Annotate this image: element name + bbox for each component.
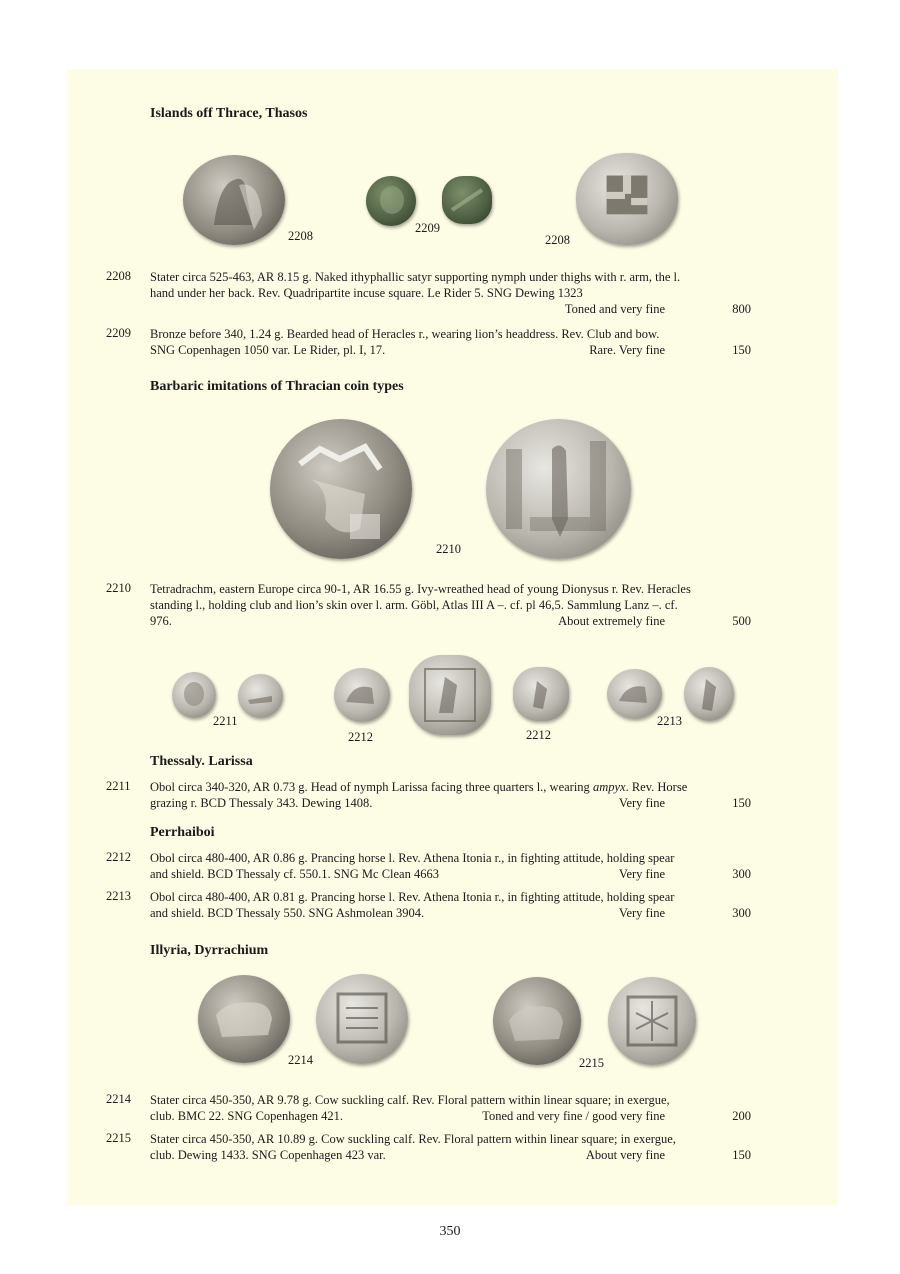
caption-2208-reverse: 2208 bbox=[545, 233, 570, 247]
lot-2208-grade: Toned and very fine bbox=[564, 302, 665, 316]
lot-number-2215: 2215 bbox=[106, 1131, 131, 1145]
caption-2212-reverse: 2212 bbox=[526, 728, 551, 742]
lot-2208-line-2: hand under her back. Rev. Quadripartite incuse square. Le Rider 5. SNG Dewing 1323 bbox=[150, 286, 583, 300]
coin-2215-reverse-image bbox=[608, 977, 696, 1065]
lot-2209-line-2 bbox=[150, 342, 751, 358]
lot-number-2208: 2208 bbox=[106, 269, 131, 283]
coin-2211-reverse-image bbox=[238, 674, 283, 718]
lot-2211-line-1-b: . Rev. Horse bbox=[625, 780, 688, 794]
lot-description-2209 bbox=[150, 326, 751, 358]
lot-2215-line-2 bbox=[150, 1147, 751, 1163]
lot-2210-line-2: standing l., holding club and lion’s skin over l. arm. Göbl, Atlas III A –. cf. pl 46,5. Sammlung Lanz –. cf. bbox=[150, 598, 678, 612]
caption-2215: 2215 bbox=[579, 1056, 604, 1070]
coin-2208-obverse-image bbox=[183, 155, 285, 245]
lot-2214-price: 200 bbox=[732, 1109, 751, 1123]
lot-2208-price: 800 bbox=[732, 302, 751, 316]
caption-2210: 2210 bbox=[436, 542, 461, 556]
lot-2209-grade: Rare. Very fine bbox=[589, 343, 665, 357]
coin-2214-reverse-image bbox=[316, 974, 408, 1064]
lot-number-2211: 2211 bbox=[106, 779, 131, 793]
section-heading-perrhaiboi: Perrhaiboi bbox=[150, 825, 215, 840]
caption-2213: 2213 bbox=[657, 714, 682, 728]
lot-2210-price: 500 bbox=[732, 614, 751, 628]
lot-2212-grade: Very fine bbox=[618, 867, 665, 881]
lot-2210-line-1: Tetradrachm, eastern Europe circa 90-1, AR 16.55 g. Ivy-wreathed head of young Dionysus r. Rev. Heracles bbox=[150, 582, 691, 596]
section-heading-dyrrachium: Illyria, Dyrrachium bbox=[150, 943, 269, 958]
lot-description-2214 bbox=[150, 1092, 751, 1124]
lot-2211-line-1-italic: ampyx bbox=[592, 780, 626, 794]
lot-2211-grade: Very fine bbox=[618, 796, 665, 810]
caption-2214: 2214 bbox=[288, 1053, 313, 1067]
coin-2212-obverse-image bbox=[334, 668, 390, 722]
lot-2212-price: 300 bbox=[732, 867, 751, 881]
coin-2212-reverse-image bbox=[409, 655, 491, 735]
coin-2209-reverse-image bbox=[442, 176, 492, 224]
caption-2211: 2211 bbox=[213, 714, 238, 728]
lot-number-2214: 2214 bbox=[106, 1092, 131, 1106]
lot-2213-line-1: Obol circa 480-400, AR 0.81 g. Prancing horse l. Rev. Athena Itonia r., in fighting attitude, holding spear bbox=[150, 890, 675, 904]
coin-2215-obverse-image bbox=[493, 977, 581, 1065]
lot-2211-price: 150 bbox=[732, 796, 751, 810]
coin-2210-obverse-image bbox=[270, 419, 412, 559]
coin-2213-obverse-image bbox=[607, 669, 662, 719]
coin-2213-reverse-image bbox=[684, 667, 734, 721]
lot-2210-line-3-text: 976. bbox=[150, 614, 172, 628]
section-heading-barbaric-imitations: Barbaric imitations of Thracian coin types bbox=[150, 379, 404, 394]
lot-number-2209: 2209 bbox=[106, 326, 131, 340]
lot-number-2213: 2213 bbox=[106, 889, 131, 903]
lot-2212-line-2-text: and shield. BCD Thessaly cf. 550.1. SNG Mc Clean 4663 bbox=[150, 867, 439, 881]
lot-2213-grade: Very fine bbox=[618, 906, 665, 920]
lot-2212-line-1: Obol circa 480-400, AR 0.86 g. Prancing horse l. Rev. Athena Itonia r., in fighting attitude, holding spear bbox=[150, 851, 675, 865]
lot-2215-grade: About very fine bbox=[585, 1148, 665, 1162]
lot-2211-line-1 bbox=[150, 779, 751, 795]
lot-2211-line-2-text: grazing r. BCD Thessaly 343. Dewing 1408. bbox=[150, 796, 373, 810]
lot-2214-line-2 bbox=[150, 1108, 751, 1124]
caption-2208-obverse: 2208 bbox=[288, 229, 313, 243]
caption-2212-obverse: 2212 bbox=[348, 730, 373, 744]
lot-number-2210: 2210 bbox=[106, 581, 131, 595]
lot-2208-line-1: Stater circa 525-463, AR 8.15 g. Naked ithyphallic satyr supporting nymph under thighs with r. arm, the l. bbox=[150, 270, 681, 284]
coin-2210-reverse-image bbox=[486, 419, 631, 559]
lot-description-2211 bbox=[150, 779, 751, 811]
lot-2213-line-2 bbox=[150, 905, 751, 921]
lot-2212-line-2 bbox=[150, 866, 751, 882]
lot-description-2212 bbox=[150, 850, 751, 882]
coin-2209-obverse-image bbox=[366, 176, 416, 226]
coin-2211-obverse-image bbox=[172, 672, 216, 718]
lot-2208-estimate-line bbox=[150, 301, 751, 317]
lot-2214-line-2-text: club. BMC 22. SNG Copenhagen 421. bbox=[150, 1109, 344, 1123]
lot-2214-line-1: Stater circa 450-350, AR 9.78 g. Cow suckling calf. Rev. Floral pattern within linear square; in exergue, bbox=[150, 1093, 670, 1107]
lot-description-2210 bbox=[150, 581, 751, 629]
lot-2211-line-2 bbox=[150, 795, 751, 811]
lot-2209-price: 150 bbox=[732, 343, 751, 357]
lot-description-2208 bbox=[150, 269, 751, 317]
lot-2209-line-2-text: SNG Copenhagen 1050 var. Le Rider, pl. I, 17. bbox=[150, 343, 386, 357]
lot-description-2215 bbox=[150, 1131, 751, 1163]
section-heading-thasos: Islands off Thrace, Thasos bbox=[150, 106, 308, 121]
lot-2215-line-1: Stater circa 450-350, AR 10.89 g. Cow suckling calf. Rev. Floral pattern within linear square; in exergue, bbox=[150, 1132, 676, 1146]
coin-2214-obverse-image bbox=[198, 975, 290, 1063]
lot-2215-line-2-text: club. Dewing 1433. SNG Copenhagen 423 var. bbox=[150, 1148, 386, 1162]
page-number: 350 bbox=[439, 1224, 461, 1239]
lot-2211-line-1-a: Obol circa 340-320, AR 0.73 g. Head of nymph Larissa facing three quarters l., wearing bbox=[150, 780, 593, 794]
lot-2210-grade: About extremely fine bbox=[558, 614, 665, 628]
caption-2209: 2209 bbox=[415, 221, 440, 235]
section-heading-larissa: Thessaly. Larissa bbox=[150, 754, 253, 769]
lot-2209-line-1: Bronze before 340, 1.24 g. Bearded head of Heracles r., wearing lion’s headdress. Rev. Club and bow. bbox=[150, 327, 660, 341]
lot-2213-line-2-text: and shield. BCD Thessaly 550. SNG Ashmolean 3904. bbox=[150, 906, 425, 920]
coin-2212-reverse-image-detail bbox=[513, 667, 569, 721]
lot-description-2213 bbox=[150, 889, 751, 921]
coin-2208-reverse-image bbox=[576, 153, 678, 245]
lot-number-2212: 2212 bbox=[106, 850, 131, 864]
lot-2215-price: 150 bbox=[732, 1148, 751, 1162]
lot-2210-line-3 bbox=[150, 613, 751, 629]
lot-2213-price: 300 bbox=[732, 906, 751, 920]
lot-2214-grade: Toned and very fine / good very fine bbox=[482, 1109, 665, 1123]
